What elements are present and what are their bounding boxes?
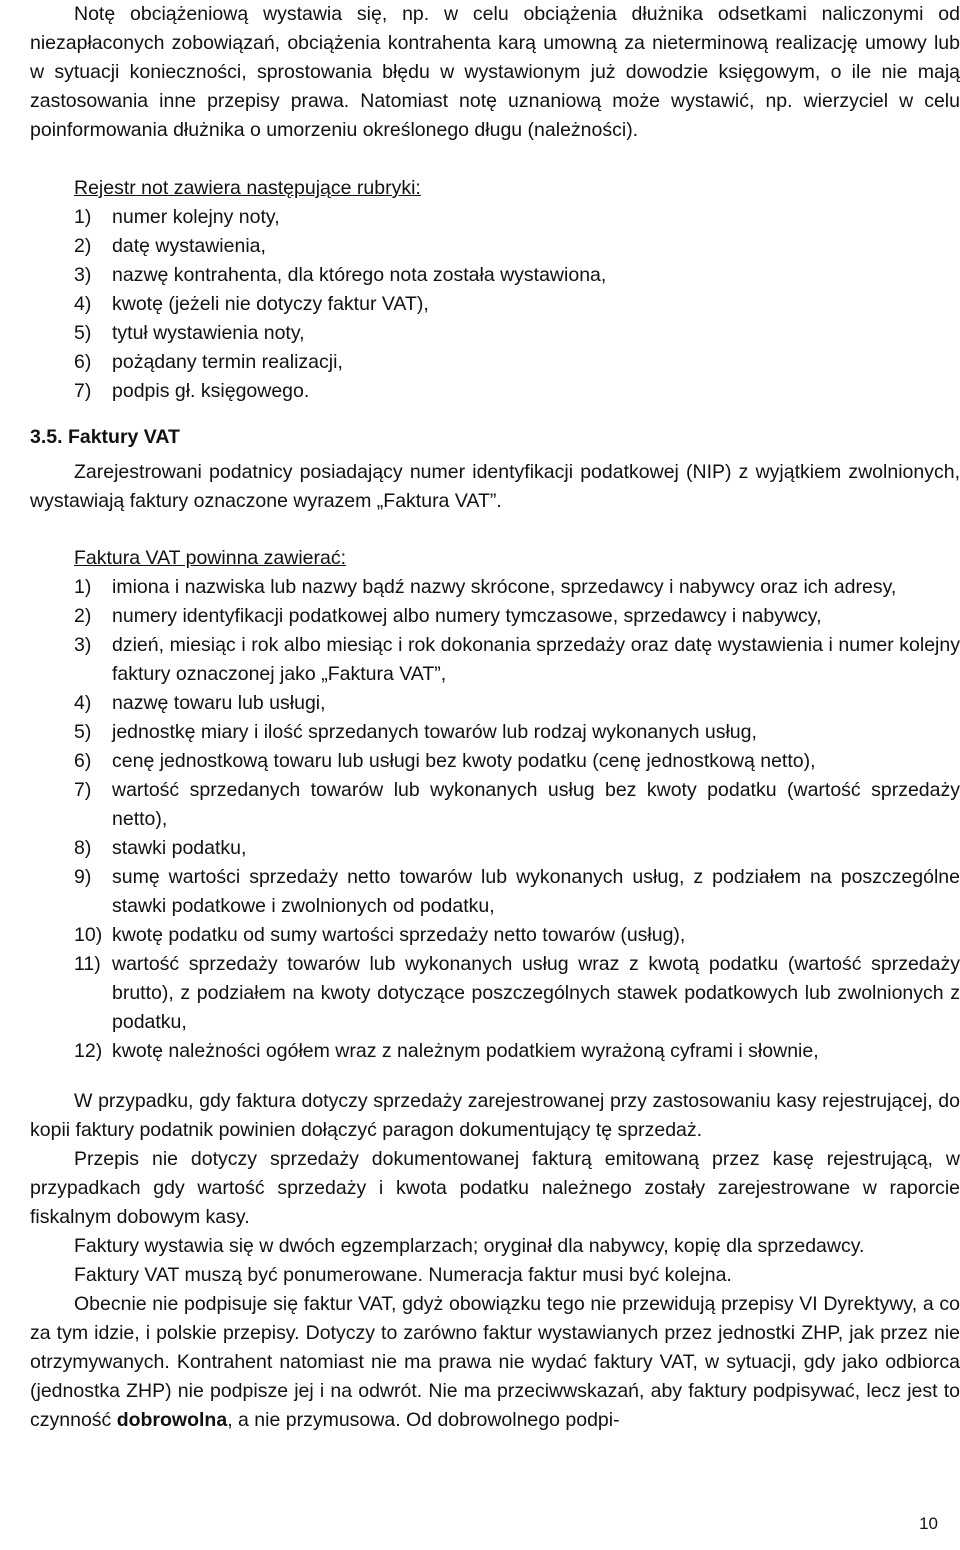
invoice-item-number: 7) (74, 779, 92, 801)
register-item-number: 5) (74, 322, 92, 344)
invoice-item-text: dzień, miesiąc i rok albo miesiąc i rok dokonania sprzedaży oraz datę wystawienia i numer kolejny faktury oznaczonej jako „Faktura VAT”, (112, 634, 960, 685)
invoice-item-text: kwotę podatku od sumy wartości sprzedaży netto towarów (usług), (112, 924, 686, 946)
register-item (74, 290, 960, 319)
vat-intro-paragraph: Zarejestrowani podatnicy posiadający numer identyfikacji podatkowej (NIP) z wyjątkiem zwolnionych, wystawiają faktury oznaczone wyrazem „Faktura VAT”. (30, 461, 960, 512)
register-item-number: 1) (74, 206, 92, 228)
register-item (74, 232, 960, 261)
invoice-item-text: numery identyfikacji podatkowej albo numery tymczasowe, sprzedawcy i nabywcy, (112, 605, 822, 627)
invoice-item (74, 863, 960, 921)
register-item (74, 203, 960, 232)
invoice-item-text: nazwę towaru lub usługi, (112, 692, 326, 714)
exception-paragraph: Przepis nie dotyczy sprzedaży dokumentowanej fakturą emitowaną przez kasę rejestrującą, w przypadkach gdy wartość sprzedaży i kwota podatku należnego zostały zarejestrowane w raporcie fiskalnym dobowym kasy. (30, 1148, 960, 1228)
invoice-item (74, 747, 960, 776)
invoice-item-number: 8) (74, 837, 92, 859)
invoice-item (74, 718, 960, 747)
register-item-text: nazwę kontrahenta, dla którego nota została wystawiona, (112, 264, 607, 286)
invoice-item-text: sumę wartości sprzedaży netto towarów lub wykonanych usług, z podziałem na poszczególne stawki podatkowe i zwolnionych od podatku, (112, 866, 960, 917)
invoice-item (74, 1037, 960, 1066)
register-item-text: datę wystawienia, (112, 235, 266, 257)
invoice-item-number: 11) (74, 953, 101, 975)
intro-paragraph: Notę obciążeniową wystawia się, np. w celu obciążenia dłużnika odsetkami naliczonymi od niezapłaconych zobowiązań, obciążenia kontrahenta karą umowną za nieterminową realizację umowy lub w sytuacji konieczności, sprostowania błędu w wystawionym już dowodzie księgowym, o ile nie mają zastosowania inne przepisy prawa. Natomiast notę uznaniową może wystawić, np. wierzyciel w celu poinformowania dłużnika o umorzeniu określonego długu (należności). (30, 3, 960, 141)
register-item-number: 2) (74, 235, 92, 257)
invoice-item-number: 4) (74, 692, 92, 714)
invoice-item-text: kwotę należności ogółem wraz z należnym podatkiem wyrażoną cyframi i słownie, (112, 1040, 819, 1062)
signing-text-bold: dobrowolna (116, 1409, 228, 1431)
register-item-number: 7) (74, 380, 92, 402)
register-title: Rejestr not zawiera następujące rubryki: (74, 177, 421, 199)
invoice-item (74, 950, 960, 1037)
invoice-requirements-title: Faktura VAT powinna zawierać: (74, 547, 347, 569)
register-item (74, 377, 960, 406)
invoice-item (74, 921, 960, 950)
register-item (74, 348, 960, 377)
invoice-item-text: wartość sprzedaży towarów lub wykonanych usług wraz z kwotą podatku (wartość sprzedaży brutto), z podziałem na kwoty dotyczące poszczególnych stawek podatkowych lub zwolnionych z podatku, (112, 953, 960, 1033)
invoice-item-number: 5) (74, 721, 92, 743)
register-item-number: 3) (74, 264, 92, 286)
invoice-requirements-list (74, 573, 960, 1066)
register-item-number: 4) (74, 293, 92, 315)
invoice-item-number: 9) (74, 866, 92, 888)
invoice-item-text: imiona i nazwiska lub nazwy bądź nazwy skrócone, sprzedawcy i nabywcy oraz ich adresy, (112, 576, 897, 598)
invoice-item-text: cenę jednostkową towaru lub usługi bez kwoty podatku (cenę jednostkową netto), (112, 750, 816, 772)
page-number: 10 (919, 1514, 938, 1533)
register-item-number: 6) (74, 351, 92, 373)
invoice-item-number: 1) (74, 576, 92, 598)
copies-paragraph: Faktury wystawia się w dwóch egzemplarzach; oryginał dla nabywcy, kopię dla sprzedawcy. (74, 1235, 865, 1257)
invoice-item-number: 3) (74, 634, 92, 656)
numbering-paragraph: Faktury VAT muszą być ponumerowane. Numeracja faktur musi być kolejna. (74, 1264, 732, 1286)
invoice-item (74, 834, 960, 863)
signing-paragraph (30, 1290, 960, 1435)
invoice-item-text: wartość sprzedanych towarów lub wykonanych usług bez kwoty podatku (wartość sprzedaży netto), (112, 779, 960, 830)
invoice-item-number: 2) (74, 605, 92, 627)
invoice-item-number: 12) (74, 1040, 103, 1062)
cash-register-paragraph: W przypadku, gdy faktura dotyczy sprzedaży zarejestrowanej przy zastosowaniu kasy rejestrującej, do kopii faktury podatnik powinien dołączyć paragon dokumentujący tę sprzedaż. (30, 1090, 960, 1141)
register-list (74, 203, 960, 406)
signing-text-before: Obecnie nie podpisuje się faktur VAT, gdyż obowiązku tego nie przewidują przepisy VI Dyrektywy, a co za tym idzie, i polskie przepisy. Dotyczy to zarówno faktur wystawianych przez jednostki ZHP, jak przez nie otrzymywanych. Kontrahent natomiast nie ma prawa nie wydać faktury VAT, w sytuacji, gdy jako odbiorca (jednostka ZHP) nie podpisze jej i na odwrót. Nie ma przeciwwskazań, aby faktury podpisywać, lecz jest to czynność (30, 1293, 960, 1431)
invoice-item (74, 602, 960, 631)
invoice-item-number: 10) (74, 924, 103, 946)
section-heading: 3.5. Faktury VAT (30, 426, 180, 448)
invoice-item (74, 573, 960, 602)
invoice-item (74, 631, 960, 689)
invoice-item (74, 689, 960, 718)
register-item-text: pożądany termin realizacji, (112, 351, 343, 373)
invoice-item-text: stawki podatku, (112, 837, 247, 859)
register-item-text: numer kolejny noty, (112, 206, 280, 228)
register-item-text: tytuł wystawienia noty, (112, 322, 305, 344)
invoice-item-text: jednostkę miary i ilość sprzedanych towarów lub rodzaj wykonanych usług, (112, 721, 757, 743)
signing-text-after: , a nie przymusowa. Od dobrowolnego podpi- (227, 1409, 620, 1431)
register-item-text: kwotę (jeżeli nie dotyczy faktur VAT), (112, 293, 429, 315)
register-item (74, 261, 960, 290)
invoice-item-number: 6) (74, 750, 92, 772)
invoice-item (74, 776, 960, 834)
register-item-text: podpis gł. księgowego. (112, 380, 310, 402)
register-item (74, 319, 960, 348)
